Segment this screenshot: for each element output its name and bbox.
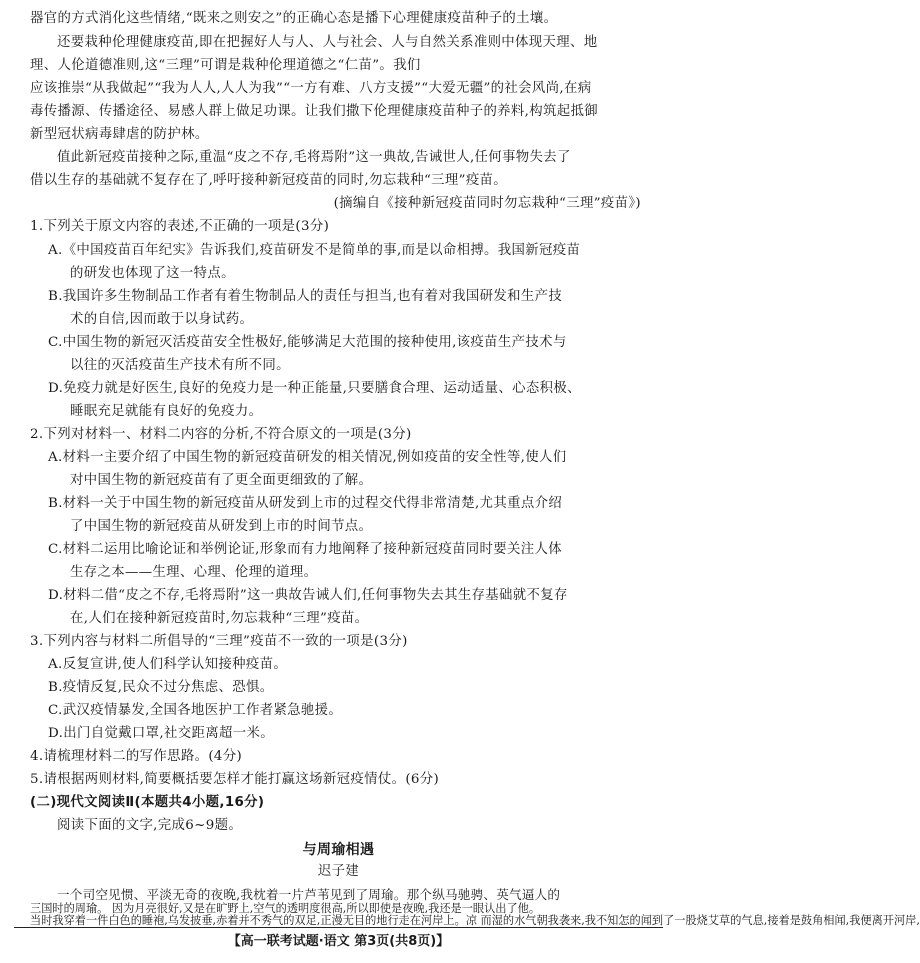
text-line: 借以生存的基础就不复存在了,呼吁接种新冠疫苗的同时,勿忘栽种“三理”疫苗。	[30, 173, 508, 188]
option-d-cont: 睡眠充足就能有良好的免疫力。	[70, 404, 263, 419]
option-b-cont: 术的自信,因而敢于以身试药。	[70, 312, 254, 327]
text-line: 新型冠状病毒肆虐的防护林。	[30, 127, 209, 142]
question-3: 3.下列内容与材料二所倡导的“三理”疫苗不一致的一项是(3分)	[30, 634, 408, 649]
text-line: 应该推崇“从我做起”“我为人人,人人为我”“一方有难、八方支援”“大爱无疆”的社会风尚,在病	[30, 81, 592, 96]
article-author: 迟子建	[317, 864, 360, 879]
text-line: 还要栽种伦理健康疫苗,即在把握好人与人、人与社会、人与自然关系准则中体现天理、地	[57, 35, 598, 50]
question-1: 1.下列关于原文内容的表述,不正确的一项是(3分)	[30, 219, 330, 234]
text-line: 因为月亮很好,又是在旷野上,空气的透明度很高,所以即使是夜晚,我还是一眼认出了他。	[111, 902, 541, 915]
option-c: C.武汉疫情暴发,全国各地医护工作者紧急驰援。	[48, 703, 343, 718]
text-line: 器官的方式消化这些情绪,“既来之则安之”的正确心态是播下心理健康疫苗种子的土壤。	[30, 11, 558, 26]
article-tail	[30, 902, 920, 927]
page-footer: 【高一联考试题·语文 第3页(共8页)】	[227, 934, 450, 949]
text-line: 当时我穿着一件白色的睡袍,乌发披垂,赤着并不秀气的双足,正漫无目的地行走在河岸上。凉	[30, 914, 477, 927]
article-title: 与周瑜相遇	[302, 842, 375, 858]
option-b: B.材料一关于中国生物的新冠疫苗从研发到上市的过程交代得非常清楚,尤其重点介绍	[48, 496, 563, 511]
option-c: C.中国生物的新冠灭活疫苗安全性极好,能够满足大范围的接种使用,该疫苗生产技术与	[48, 335, 567, 350]
option-a-cont: 的研发也体现了这一特点。	[70, 266, 235, 281]
source-citation: (摘编自《接种新冠疫苗同时勿忘栽种“三理”疫苗》)	[333, 196, 641, 211]
question-2: 2.下列对材料一、材料二内容的分析,不符合原文的一项是(3分)	[30, 427, 412, 442]
text-line: 而湿的水气朝我袭来,我不知怎的闻到了一股烧艾草的气息,接着是鼓角相闻,我便离开河岸,	[480, 914, 920, 927]
option-b-cont: 了中国生物的新冠疫苗从研发到上市的时间节点。	[70, 519, 373, 534]
option-c-cont: 以往的灭活疫苗生产技术有所不同。	[70, 358, 290, 373]
instruction: 阅读下面的文字,完成6~9题。	[57, 818, 243, 833]
text-line: 三国时的周瑜。	[30, 902, 109, 915]
option-a: A.《中国疫苗百年纪实》告诉我们,疫苗研发不是简单的事,而是以命相搏。我国新冠疫苗	[48, 243, 581, 258]
text-line: 值此新冠疫苗接种之际,重温“皮之不存,毛将焉附”这一典故,告诫世人,任何事物失去了	[57, 150, 571, 165]
text-line	[30, 55, 421, 77]
option-d: D.出门自觉戴口罩,社交距离超一米。	[48, 726, 274, 741]
option-c-cont: 生存之本——生理、心理、伦理的道理。	[70, 565, 318, 580]
option-b: B.疫情反复,民众不过分焦虑、恐惧。	[48, 680, 274, 695]
question-4: 4.请梳理材料二的写作思路。(4分)	[30, 749, 243, 764]
option-b: B.我国许多生物制品工作者有着生物制品人的责任与担当,也有着对我国研发和生产技	[48, 289, 563, 304]
option-d: D.材料二借“皮之不存,毛将焉附”这一典故告诫人们,任何事物失去其生存基础就不复存	[48, 588, 568, 603]
question-5: 5.请根据两则材料,简要概括要怎样才能打赢这场新冠疫情仗。(6分)	[30, 772, 440, 787]
footer-rule	[14, 927, 663, 928]
option-c: C.材料二运用比喻论证和举例论证,形象而有力地阐释了接种新冠疫苗同时要关注人体	[48, 542, 562, 557]
option-a: A.反复宣讲,使人们科学认知接种疫苗。	[48, 657, 288, 672]
section-heading: (二)现代文阅读Ⅱ(本题共4小题,16分)	[30, 795, 265, 810]
option-d: D.免疫力就是好医生,良好的免疫力是一种正能量,只要膳食合理、运动适量、心态积极、	[48, 381, 581, 396]
option-d-cont: 在,人们在接种新冠疫苗时,勿忘栽种“三理”疫苗。	[70, 611, 369, 626]
option-a-cont: 对中国生物的新冠疫苗有了更全面更细致的了解。	[70, 473, 373, 488]
text-line-part: 理、人伦道德准则,这“三理”可谓是栽种伦理道德之“仁苗”。我们	[30, 58, 421, 73]
text-line: 一个司空见惯、平淡无奇的夜晚,我枕着一片芦苇见到了周瑜。那个纵马驰骋、英气逼人的	[57, 887, 561, 902]
option-a: A.材料一主要介绍了中国生物的新冠疫苗研发的相关情况,例如疫苗的安全性等,使人们	[48, 450, 567, 465]
text-line: 毒传播源、传播途径、易感人群上做足功课。让我们撒下伦理健康疫苗种子的养料,构筑起抵御	[30, 104, 598, 119]
